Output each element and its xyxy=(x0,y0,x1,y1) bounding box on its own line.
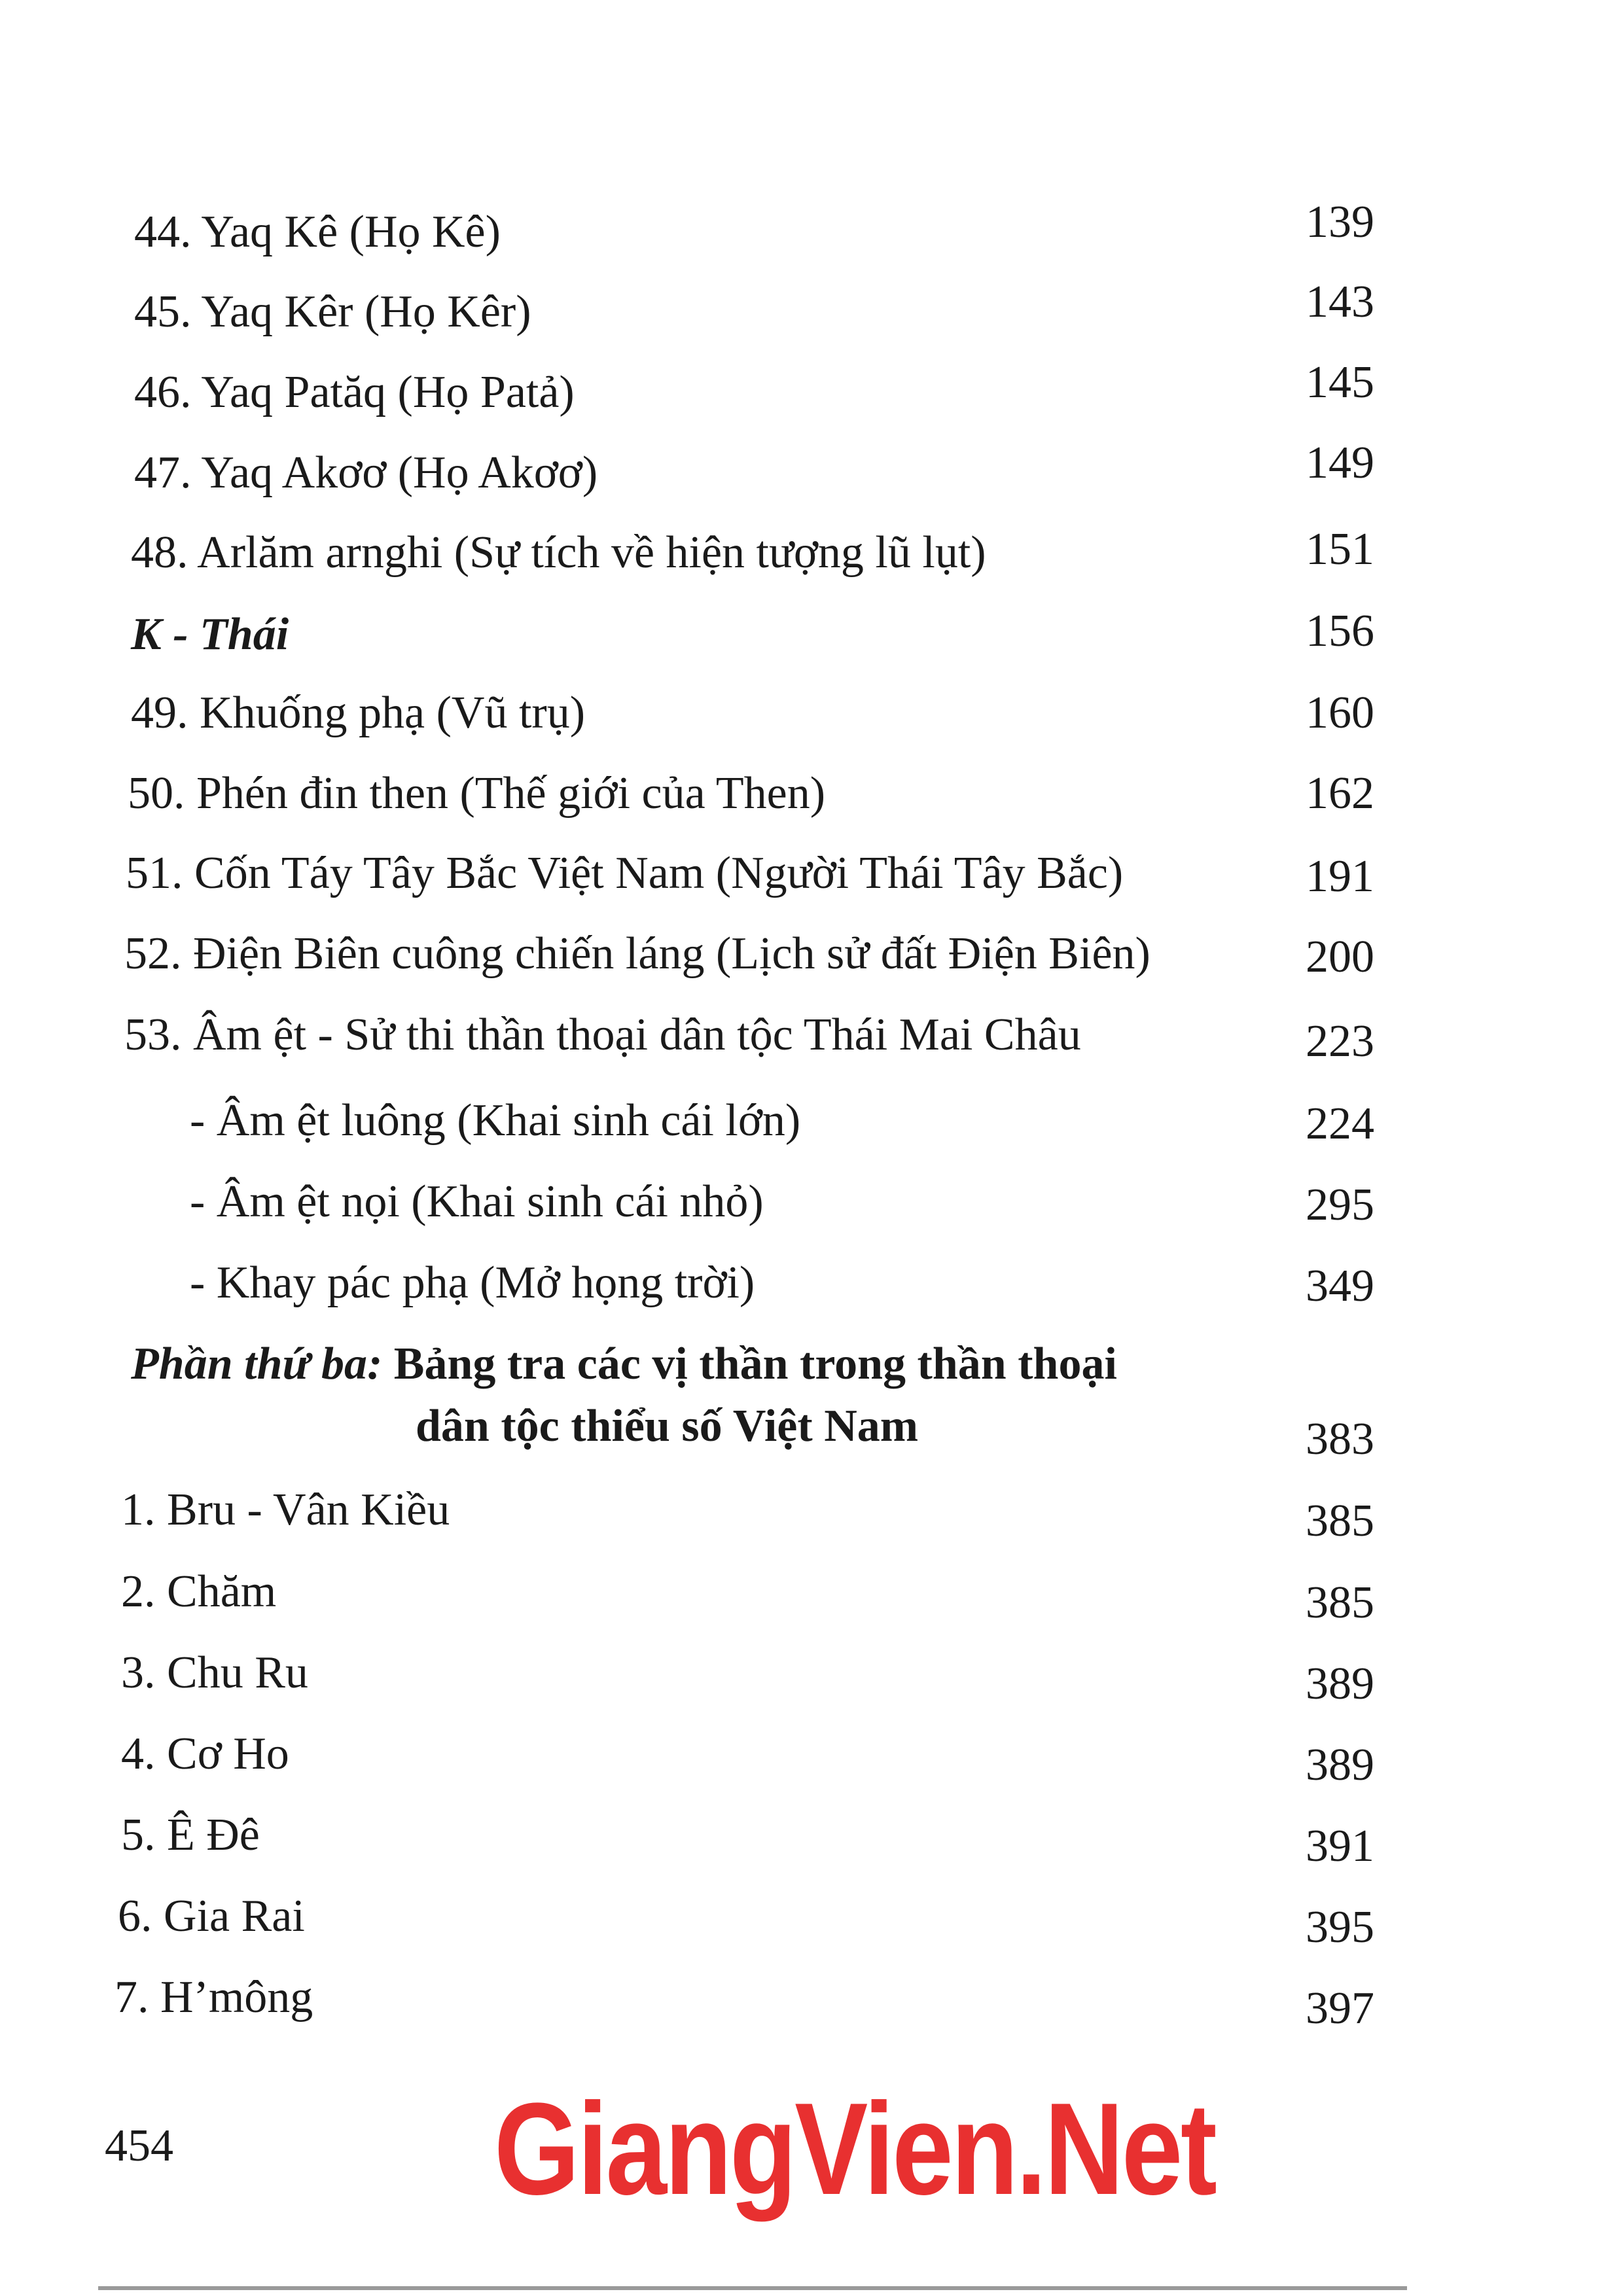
toc-entry xyxy=(0,684,1623,756)
toc-entry xyxy=(0,844,1623,916)
index-entry-page: 397 xyxy=(1306,1983,1374,2034)
toc-entry-title: 50. Phén đin then (Thế giới của Then) xyxy=(128,768,826,819)
index-entry xyxy=(0,1887,1623,1959)
toc-entry xyxy=(0,925,1623,997)
index-entry-page: 385 xyxy=(1306,1578,1374,1628)
toc-entry xyxy=(0,277,1623,355)
index-entry-page: 385 xyxy=(1306,1496,1374,1546)
index-entry-title: 5. Ê Đê xyxy=(121,1810,260,1860)
watermark-logo: GiangVien.Net xyxy=(494,2076,1215,2222)
toc-entry-title: - Âm ệt luông (Khai sinh cái lớn) xyxy=(190,1095,801,1146)
index-entry-title: 4. Cơ Ho xyxy=(121,1729,289,1779)
index-entry xyxy=(0,1644,1623,1716)
index-entry-page: 391 xyxy=(1306,1821,1374,1871)
toc-entry-page: 139 xyxy=(1306,197,1374,247)
toc-entry-title: 45. Yaq Kêr (Họ Kêr) xyxy=(134,287,531,337)
toc-entry xyxy=(0,357,1623,435)
toc-sub-entry xyxy=(0,1173,1623,1245)
toc-entry-page: 223 xyxy=(1306,1016,1374,1067)
toc-sub-entry xyxy=(0,1254,1623,1326)
part-heading-page: 383 xyxy=(1306,1414,1374,1464)
toc-entry-title: 47. Yaq Akơơ (Họ Akơơ) xyxy=(134,448,598,498)
index-entry-title: 2. Chăm xyxy=(121,1566,277,1617)
toc-entry-page: 143 xyxy=(1306,277,1374,327)
toc-entry xyxy=(0,523,1623,595)
index-entry xyxy=(0,1481,1623,1553)
toc-entry-title: 52. Điện Biên cuông chiến láng (Lịch sử đất Điện Biên) xyxy=(124,928,1150,979)
toc-entry-page: 145 xyxy=(1306,357,1374,408)
index-entry-page: 389 xyxy=(1306,1659,1374,1709)
index-entry xyxy=(0,1968,1623,2040)
toc-entry-page: 160 xyxy=(1306,688,1374,738)
index-entry-title: 7. H’mông xyxy=(115,1972,313,2022)
index-entry-title: 1. Bru - Vân Kiều xyxy=(121,1485,450,1535)
page-edge-shadow xyxy=(98,2286,1407,2290)
toc-entry-title: 53. Âm ệt - Sử thi thần thoại dân tộc Thái Mai Châu xyxy=(124,1010,1081,1060)
toc-entry-title: 51. Cốn Táy Tây Bắc Việt Nam (Người Thái Tây Bắc) xyxy=(126,848,1124,898)
toc-entry-title: - Khay pác phạ (Mở họng trời) xyxy=(190,1258,755,1308)
toc-entry xyxy=(0,1006,1623,1078)
toc-entry-title: - Âm ệt nọi (Khai sinh cái nhỏ) xyxy=(190,1176,764,1227)
toc-entry-page: 200 xyxy=(1306,932,1374,982)
part-heading-line2: dân tộc thiểu số Việt Nam xyxy=(416,1401,919,1451)
toc-entry-title: 49. Khuống phạ (Vũ trụ) xyxy=(131,688,586,738)
page-number: 454 xyxy=(105,2121,173,2171)
toc-entry-page: 295 xyxy=(1306,1180,1374,1230)
index-entry-page: 395 xyxy=(1306,1902,1374,1952)
toc-entry-page: 349 xyxy=(1306,1261,1374,1311)
part-heading-label: Phần thứ ba: xyxy=(131,1339,383,1389)
toc-entry-page: 162 xyxy=(1306,768,1374,819)
toc-entry-page: 149 xyxy=(1306,438,1374,488)
toc-section-heading xyxy=(0,605,1623,677)
index-entry-title: 3. Chu Ru xyxy=(121,1648,308,1698)
toc-entry-page: 151 xyxy=(1306,524,1374,574)
toc-entry-title: 48. Arlăm arnghi (Sự tích về hiện tượng lũ lụt) xyxy=(131,527,986,578)
index-entry xyxy=(0,1563,1623,1634)
toc-entry xyxy=(0,438,1623,516)
toc-entry-page: 191 xyxy=(1306,851,1374,902)
index-entry xyxy=(0,1725,1623,1797)
toc-entry-page: 224 xyxy=(1306,1099,1374,1149)
toc-entry-title: 44. Yaq Kê (Họ Kê) xyxy=(134,207,501,257)
section-heading-title: K - Thái xyxy=(131,609,289,660)
index-entry-page: 389 xyxy=(1306,1740,1374,1790)
part-heading-text: Bảng tra các vị thần trong thần thoại xyxy=(393,1339,1117,1389)
index-entry xyxy=(0,1806,1623,1878)
toc-entry-page: 156 xyxy=(1306,606,1374,656)
toc-sub-entry xyxy=(0,1091,1623,1163)
part-heading-line1 xyxy=(131,1335,1117,1394)
toc-entry-title: 46. Yaq Patăq (Họ Patả) xyxy=(134,367,575,417)
index-entry-title: 6. Gia Rai xyxy=(118,1891,305,1941)
part-heading xyxy=(0,1335,1623,1466)
toc-entry xyxy=(0,764,1623,836)
toc-entry xyxy=(0,197,1623,275)
